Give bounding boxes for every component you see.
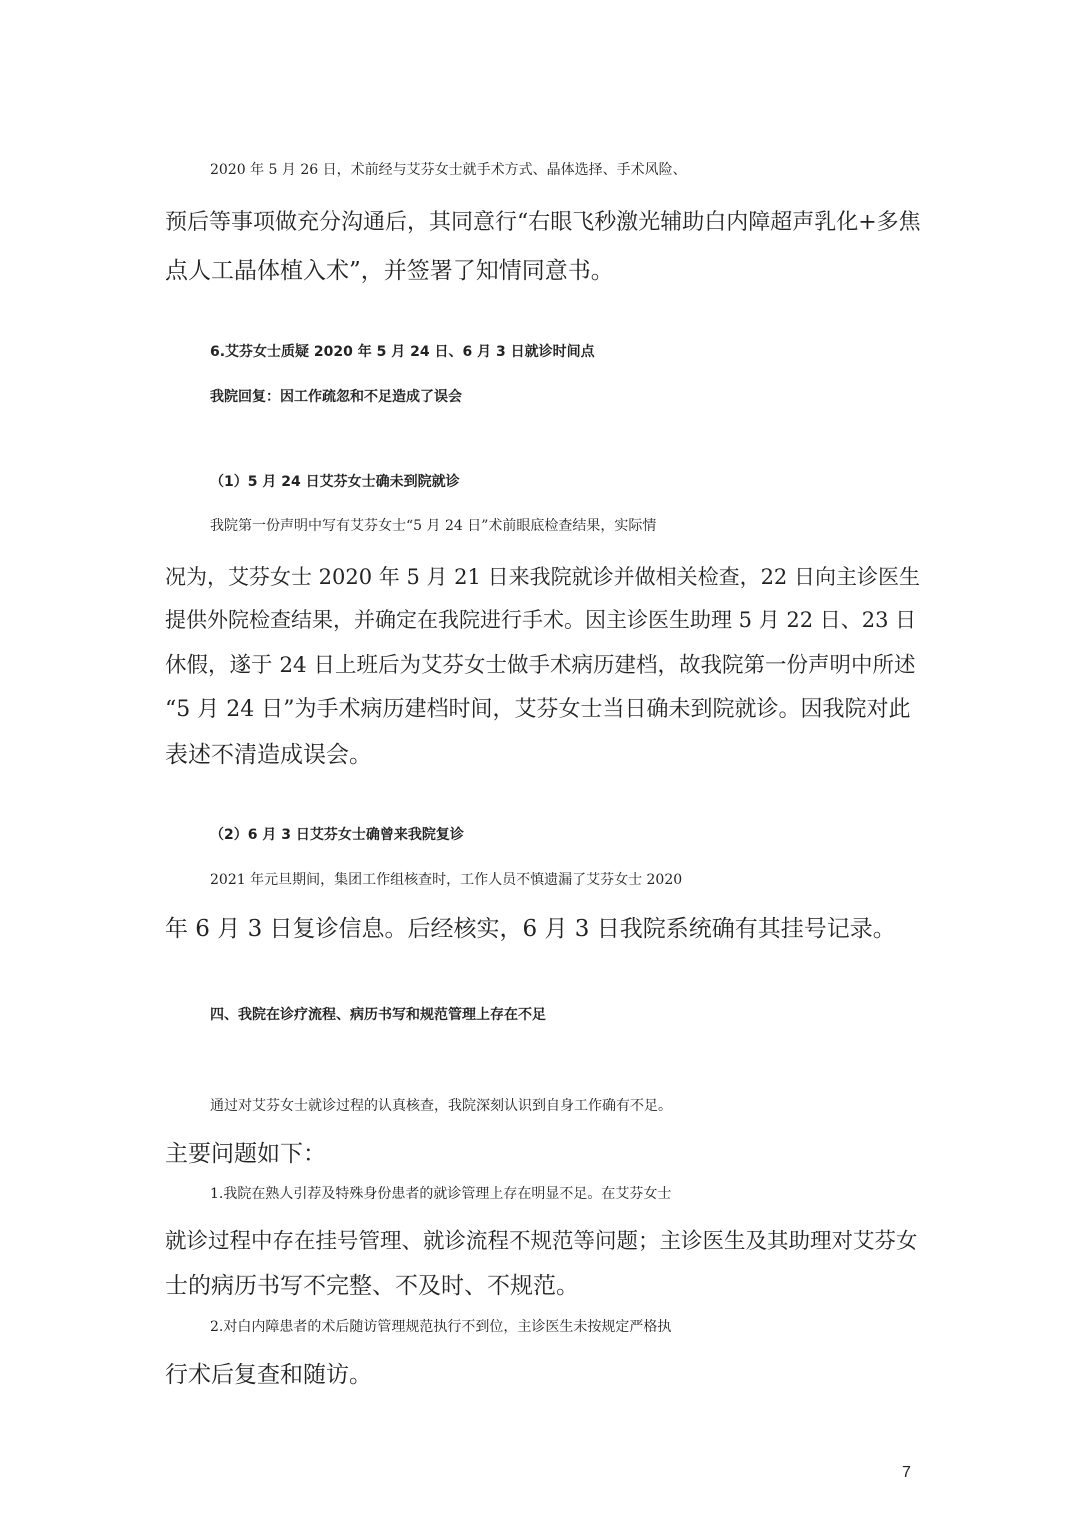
- subsection-2-line-2: 年 6 月 3 日复诊信息。后经核实，6 月 3 日我院系统确有其挂号记录。: [165, 916, 896, 942]
- subsection-1-line-4: 休假，遂于 24 日上班后为艾芬女士做手术病历建档，故我院第一份声明中所述: [165, 653, 916, 678]
- section-4-item-1-line-3: 士的病历书写不完整、不及时、不规范。: [165, 1273, 579, 1299]
- section-4-item-2-line-2: 行术后复查和随访。: [165, 1362, 372, 1388]
- section-6-reply: 我院回复：因工作疏忽和不足造成了误会: [210, 389, 462, 405]
- section-4-title: 四、我院在诊疗流程、病历书写和规范管理上存在不足: [210, 1007, 546, 1023]
- page-number: 7: [902, 1464, 911, 1481]
- section-4-item-2-line-1: 2.对白内障患者的术后随访管理规范执行不到位，主诊医生未按规定严格执: [210, 1319, 672, 1335]
- section-4-item-1-line-1: 1.我院在熟人引荐及特殊身份患者的就诊管理上存在明显不足。在艾芬女士: [210, 1186, 672, 1202]
- subsection-1-title: （1）5 月 24 日艾芬女士确未到院就诊: [210, 474, 460, 490]
- subsection-1-line-1: 我院第一份声明中写有艾芬女士“5 月 24 日”术前眼底检查结果，实际情: [210, 518, 657, 534]
- section-4-line-1: 通过对艾芬女士就诊过程的认真核查，我院深刻认识到自身工作确有不足。: [210, 1098, 672, 1114]
- subsection-1-line-6: 表述不清造成误会。: [165, 742, 372, 768]
- intro-line-2: 预后等事项做充分沟通后，其同意行“右眼飞秒激光辅助白内障超声乳化+多焦: [165, 210, 921, 235]
- section-4-item-1-line-2: 就诊过程中存在挂号管理、就诊流程不规范等问题；主诊医生及其助理对艾芬女: [165, 1229, 918, 1254]
- subsection-1-line-2: 况为，艾芬女士 2020 年 5 月 21 日来我院就诊并做相关检查，22 日向主诊医生: [165, 565, 920, 589]
- section-4-line-2: 主要问题如下：: [165, 1141, 326, 1167]
- intro-line-3: 点人工晶体植入术”，并签署了知情同意书。: [165, 258, 614, 284]
- subsection-2-title: （2）6 月 3 日艾芬女士确曾来我院复诊: [210, 827, 464, 843]
- subsection-2-line-1: 2021 年元旦期间，集团工作组核查时，工作人员不慎遗漏了艾芬女士 2020: [210, 872, 683, 888]
- section-6-title: 6.艾芬女士质疑 2020 年 5 月 24 日、6 月 3 日就诊时间点: [210, 344, 595, 360]
- intro-line-1: 2020 年 5 月 26 日，术前经与艾芬女士就手术方式、晶体选择、手术风险、: [210, 162, 687, 178]
- subsection-1-line-3: 提供外院检查结果，并确定在我院进行手术。因主诊医生助理 5 月 22 日、23 日: [165, 608, 917, 632]
- subsection-1-line-5: “5 月 24 日”为手术病历建档时间，艾芬女士当日确未到院就诊。因我院对此: [165, 697, 911, 722]
